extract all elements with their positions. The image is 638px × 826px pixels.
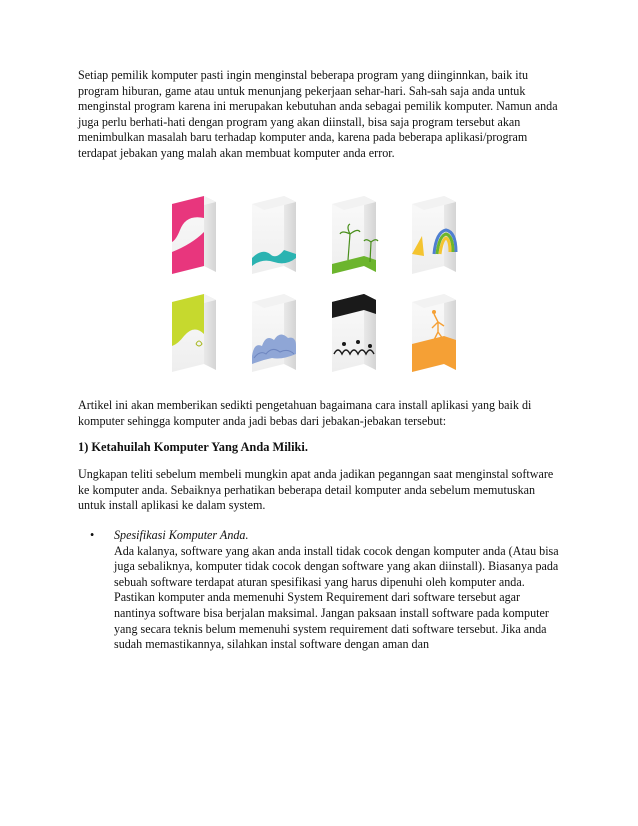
bullet-marker: • <box>90 528 95 542</box>
article-intro-paragraph: Artikel ini akan memberikan sedikti pengetahuan bagaimana cara install aplikasi yang baik di komputer sehingga komputer anda jadi bebas dari jebakan-jebakan tersebut: <box>78 398 532 428</box>
box-palm-trees <box>332 196 378 274</box>
box-orange-figure <box>412 294 456 372</box>
ungkapan-paragraph: Ungkapan teliti sebelum membeli mungkin apat anda jadikan peganngan saat menginstal software ke komputer anda. Sebaiknya perhatikan beberapa detail komputer anda sebelum memutuskan untuk install aplikasi ke dalam system. <box>78 467 554 513</box>
bullet-title: Spesifikasi Komputer Anda. <box>114 528 249 542</box>
bullet-body: Ada kalanya, software yang akan anda install tidak cocok dengan komputer anda (Atau bisa juga sebaliknya, komputer tidak cocok dengan software yang akan diinstall). Biasanya pada sebuah software terdapat aturan spesifikasi yang harus dipenuhi oleh komputer anda. Pastikan komputer anda memenuhi System Requirement dari software tersebut agar nantinya software bisa berjalan maksimal. Jangan paksaan install software pada komputer yang secara teknis belum memenuhi system requirement dati software tersebut. Jika anda sudah memastikannya, silahkan instal software dengan aman dan <box>114 543 559 652</box>
software-boxes-illustration <box>162 188 482 388</box>
box-rainbow <box>412 196 456 274</box>
spec-bullet-list <box>90 528 562 653</box>
list-item <box>90 528 562 653</box>
box-teal-wave <box>252 196 296 274</box>
box-black-ornament <box>332 294 376 372</box>
box-pink-wave <box>172 196 216 274</box>
intro-paragraph: Setiap pemilik komputer pasti ingin menginstal beberapa program yang diinginnkan, baik itu program hiburan, game atau untuk menunjang pekerjaan sehar-hari. Sah-sah saja anda untuk menginstal program karena ini merupakan kebutuhan anda sebagai pemilik komputer. Namun anda juga perlu berhati-hati dengan program yang akan diinstall, bisa saja program tersebut akan menimbulkan masalah baru terhadap komputer anda, karena pada beberapa aplikasi/program terdapat jebakan yang malah akan membuat komputer anda error. <box>78 68 558 160</box>
section-heading: 1) Ketahuilah Komputer Yang Anda Miliki. <box>78 440 308 454</box>
box-lime <box>172 294 216 372</box>
box-blue-clouds <box>252 294 296 372</box>
